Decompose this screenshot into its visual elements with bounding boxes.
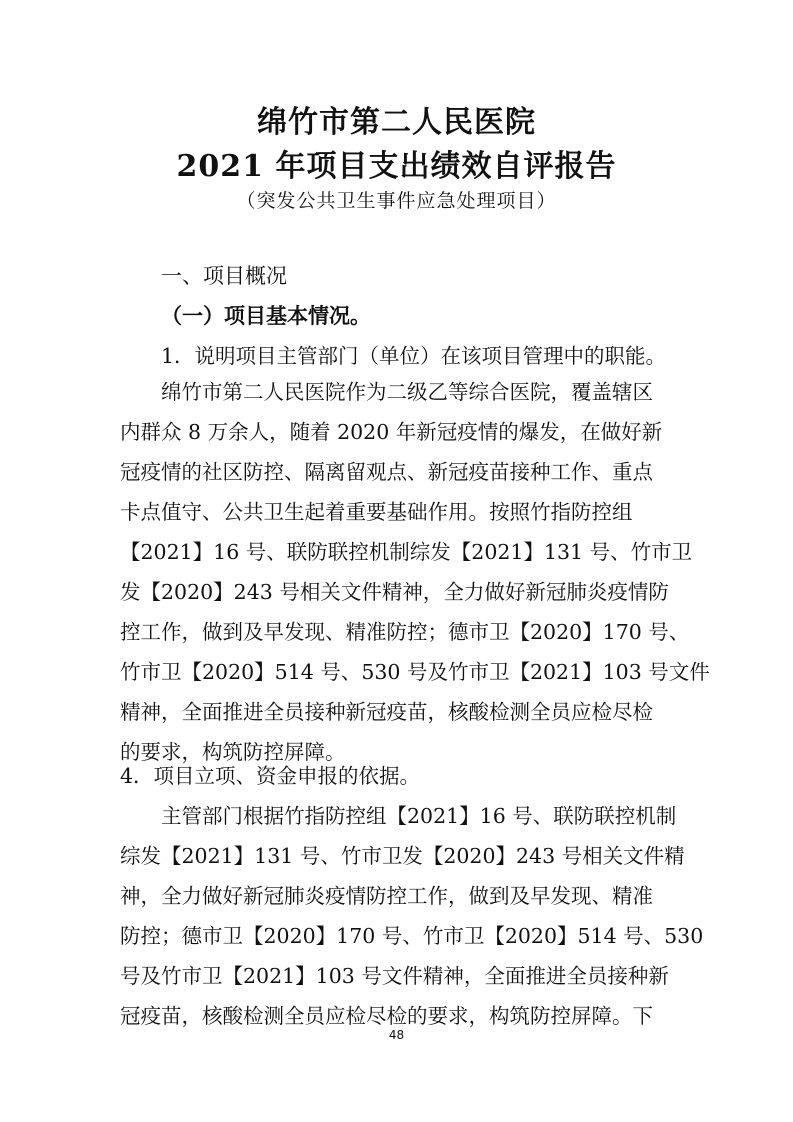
paragraph-line: 神，全力做好新冠肺炎疫情防控工作，做到及早发现、精准 (120, 884, 653, 908)
paragraph-line: 【2021】16 号、联防联控机制综发【2021】131 号、竹市卫 (120, 540, 693, 564)
paragraph-line: 冠疫苗，核酸检测全员应检尽检的要求，构筑防控屏障。下 (120, 1004, 653, 1028)
paragraph-project-basis (120, 796, 704, 1036)
paragraph-line: 综发【2021】131 号、竹市卫发【2020】243 号相关文件精 (120, 844, 685, 868)
paragraph-line: 竹市卫【2020】514 号、530 号及竹市卫【2021】103 号文件 (120, 660, 710, 684)
item-1-heading: 1．说明项目主管部门（单位）在该项目管理中的职能。 (161, 344, 667, 368)
paragraph-line: 绵竹市第二人民医院作为二级乙等综合医院，覆盖辖区 (161, 380, 653, 404)
item-4-heading: 4．项目立项、资金申报的依据。 (120, 764, 421, 788)
paragraph-line: 主管部门根据竹指防控组【2021】16 号、联防联控机制 (161, 804, 677, 828)
paragraph-line: 控工作，做到及早发现、精准防控；德市卫【2020】170 号、 (120, 620, 690, 644)
paragraph-line: 精神，全面推进全员接种新冠疫苗，核酸检测全员应检尽检 (120, 700, 653, 724)
paragraph-line: 的要求，构筑防控屏障。 (120, 740, 346, 764)
paragraph-line: 号及竹市卫【2021】103 号文件精神，全面推进全员接种新 (120, 964, 669, 988)
paragraph-line: 发【2020】243 号相关文件精神，全力做好新冠肺炎疫情防 (120, 580, 669, 604)
document-title-line-2: 2021 年项目支出绩效自评报告 (176, 149, 617, 184)
page-number: 48 (388, 1028, 405, 1042)
subsection-heading-basic-info: （一）项目基本情况。 (161, 303, 371, 328)
paragraph-line: 内群众 8 万余人，随着 2020 年新冠疫情的爆发，在做好新 (120, 420, 663, 444)
paragraph-line: 冠疫情的社区防控、隔离留观点、新冠疫苗接种工作、重点 (120, 460, 653, 484)
paragraph-department-function (120, 372, 710, 772)
document-subtitle: （突发公共卫生事件应急处理项目） (236, 190, 557, 212)
section-heading-overview: 一、项目概况 (161, 264, 287, 288)
document-title-line-1: 绵竹市第二人民医院 (257, 105, 536, 140)
paragraph-line: 卡点值守、公共卫生起着重要基础作用。按照竹指防控组 (120, 500, 633, 524)
paragraph-line: 防控；德市卫【2020】170 号、竹市卫【2020】514 号、530 (120, 924, 704, 948)
